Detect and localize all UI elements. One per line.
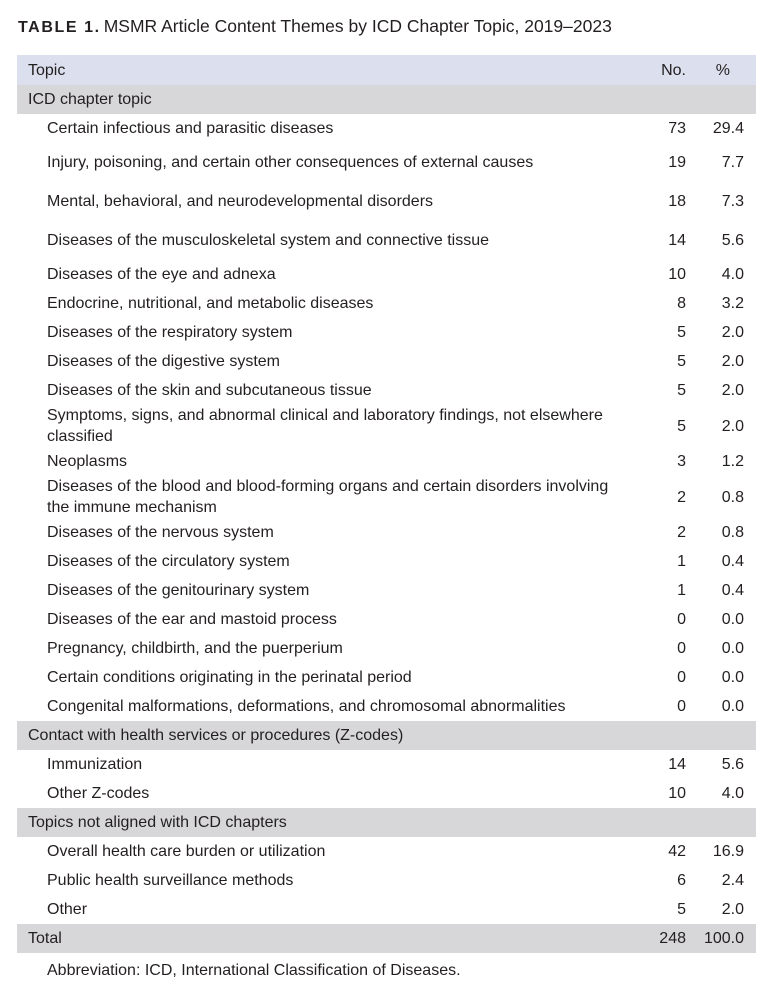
row-percent: 2.0 xyxy=(721,417,744,435)
row-percent: 3.2 xyxy=(721,295,744,312)
total-label: Total xyxy=(28,930,62,947)
table-row xyxy=(17,221,756,260)
row-topic: Immunization xyxy=(47,756,143,773)
table-row xyxy=(17,692,756,721)
row-count: 5 xyxy=(677,417,686,435)
header-no: No. xyxy=(661,61,686,79)
row-count: 5 xyxy=(677,382,686,399)
row-percent: 1.2 xyxy=(721,453,744,470)
row-count: 3 xyxy=(677,453,686,470)
section-row xyxy=(17,808,756,837)
table-row xyxy=(17,634,756,663)
table-row xyxy=(17,143,756,182)
row-count: 0 xyxy=(677,669,686,686)
section-label: ICD chapter topic xyxy=(28,91,152,108)
row-count: 2 xyxy=(677,488,686,506)
row-count: 2 xyxy=(677,524,686,541)
table-row xyxy=(17,895,756,924)
row-percent: 0.8 xyxy=(721,488,744,506)
header-topic: Topic xyxy=(28,61,66,79)
row-topic: Diseases of the musculoskeletal system and connective tissue xyxy=(47,232,489,249)
table-row xyxy=(17,518,756,547)
row-percent: 16.9 xyxy=(712,843,744,860)
row-percent: 0.4 xyxy=(721,582,744,599)
row-topic: Other xyxy=(47,901,88,918)
table-caption: MSMR Article Content Themes by ICD Chapter Topic, 2019–2023 xyxy=(103,16,612,36)
section-row xyxy=(17,721,756,750)
row-percent: 0.0 xyxy=(721,698,744,715)
row-count: 0 xyxy=(677,640,686,657)
table-number: TABLE 1. xyxy=(18,19,101,36)
row-topic: Diseases of the eye and adnexa xyxy=(47,266,276,283)
row-count: 5 xyxy=(677,324,686,341)
row-percent: 4.0 xyxy=(721,266,744,283)
row-percent: 7.3 xyxy=(721,193,744,210)
row-topic: Other Z-codes xyxy=(47,785,150,802)
table-row xyxy=(17,837,756,866)
row-topic: Pregnancy, childbirth, and the puerperium xyxy=(47,640,343,657)
row-percent: 7.7 xyxy=(721,154,744,171)
table-header-row xyxy=(17,55,756,85)
row-count: 10 xyxy=(668,785,686,802)
row-topic: Diseases of the nervous system xyxy=(47,524,274,541)
row-topic: Diseases of the genitourinary system xyxy=(47,582,310,599)
row-topic: Diseases of the ear and mastoid process xyxy=(47,611,337,628)
row-topic: Diseases of the circulatory system xyxy=(47,553,290,570)
row-count: 1 xyxy=(677,553,686,570)
row-percent: 2.0 xyxy=(721,353,744,370)
table-row xyxy=(17,779,756,808)
row-topic: Injury, poisoning, and certain other consequences of external causes xyxy=(47,154,534,171)
row-count: 5 xyxy=(677,901,686,918)
row-topic: Diseases of the blood and blood-forming organs and certain disorders involving the immune mechanism xyxy=(47,478,609,516)
row-topic: Certain conditions originating in the perinatal period xyxy=(47,669,412,686)
row-percent: 2.0 xyxy=(721,382,744,399)
row-count: 19 xyxy=(668,154,686,171)
total-percent: 100.0 xyxy=(703,930,744,947)
row-percent: 5.6 xyxy=(721,756,744,773)
row-count: 42 xyxy=(668,843,686,860)
total-row xyxy=(17,924,756,953)
row-percent: 4.0 xyxy=(721,785,744,802)
row-topic: Diseases of the respiratory system xyxy=(47,324,293,341)
row-percent: 0.0 xyxy=(721,669,744,686)
table-row xyxy=(17,289,756,318)
row-topic: Congenital malformations, deformations, and chromosomal abnormalities xyxy=(47,698,566,715)
row-topic: Mental, behavioral, and neurodevelopmental disorders xyxy=(47,193,434,210)
content-themes-table xyxy=(17,55,756,953)
row-count: 5 xyxy=(677,353,686,370)
row-count: 8 xyxy=(677,295,686,312)
table-row xyxy=(17,663,756,692)
table-row xyxy=(17,866,756,895)
section-label: Topics not aligned with ICD chapters xyxy=(28,814,287,831)
table-row xyxy=(17,114,756,143)
section-label: Contact with health services or procedures (Z-codes) xyxy=(28,727,404,744)
row-percent: 2.4 xyxy=(721,872,744,889)
table-row xyxy=(17,547,756,576)
table-row xyxy=(17,347,756,376)
row-count: 6 xyxy=(677,872,686,889)
row-topic: Neoplasms xyxy=(47,453,128,470)
table-row xyxy=(17,476,756,518)
row-count: 10 xyxy=(668,266,686,283)
table-row xyxy=(17,447,756,476)
row-topic: Overall health care burden or utilization xyxy=(47,843,326,860)
row-percent: 2.0 xyxy=(721,324,744,341)
table-row xyxy=(17,576,756,605)
row-percent: 5.6 xyxy=(721,232,744,249)
table-footnote: Abbreviation: ICD, International Classification of Diseases. xyxy=(47,962,461,979)
table-row xyxy=(17,605,756,634)
table-row xyxy=(17,260,756,289)
row-topic: Certain infectious and parasitic diseases xyxy=(47,120,334,137)
row-topic: Public health surveillance methods xyxy=(47,872,294,889)
row-percent: 0.0 xyxy=(721,611,744,628)
row-count: 18 xyxy=(668,193,686,210)
row-topic: Diseases of the digestive system xyxy=(47,353,280,370)
row-count: 1 xyxy=(677,582,686,599)
row-topic: Endocrine, nutritional, and metabolic diseases xyxy=(47,295,374,312)
row-count: 14 xyxy=(668,756,686,773)
row-percent: 29.4 xyxy=(712,120,744,137)
table-row xyxy=(17,182,756,221)
row-count: 0 xyxy=(677,611,686,628)
table-row xyxy=(17,318,756,347)
table-row xyxy=(17,376,756,405)
total-count: 248 xyxy=(659,930,686,947)
table-row xyxy=(17,405,756,447)
table-row xyxy=(17,750,756,779)
row-count: 73 xyxy=(668,120,686,137)
row-count: 14 xyxy=(668,232,686,249)
row-topic: Symptoms, signs, and abnormal clinical and laboratory findings, not elsewhere classified xyxy=(47,407,603,445)
row-count: 0 xyxy=(677,698,686,715)
row-percent: 0.0 xyxy=(721,640,744,657)
table-title xyxy=(18,14,612,40)
row-percent: 0.8 xyxy=(721,524,744,541)
header-percent: % xyxy=(715,61,730,79)
row-percent: 2.0 xyxy=(721,901,744,918)
row-topic: Diseases of the skin and subcutaneous tissue xyxy=(47,382,372,399)
section-row xyxy=(17,85,756,114)
row-percent: 0.4 xyxy=(721,553,744,570)
